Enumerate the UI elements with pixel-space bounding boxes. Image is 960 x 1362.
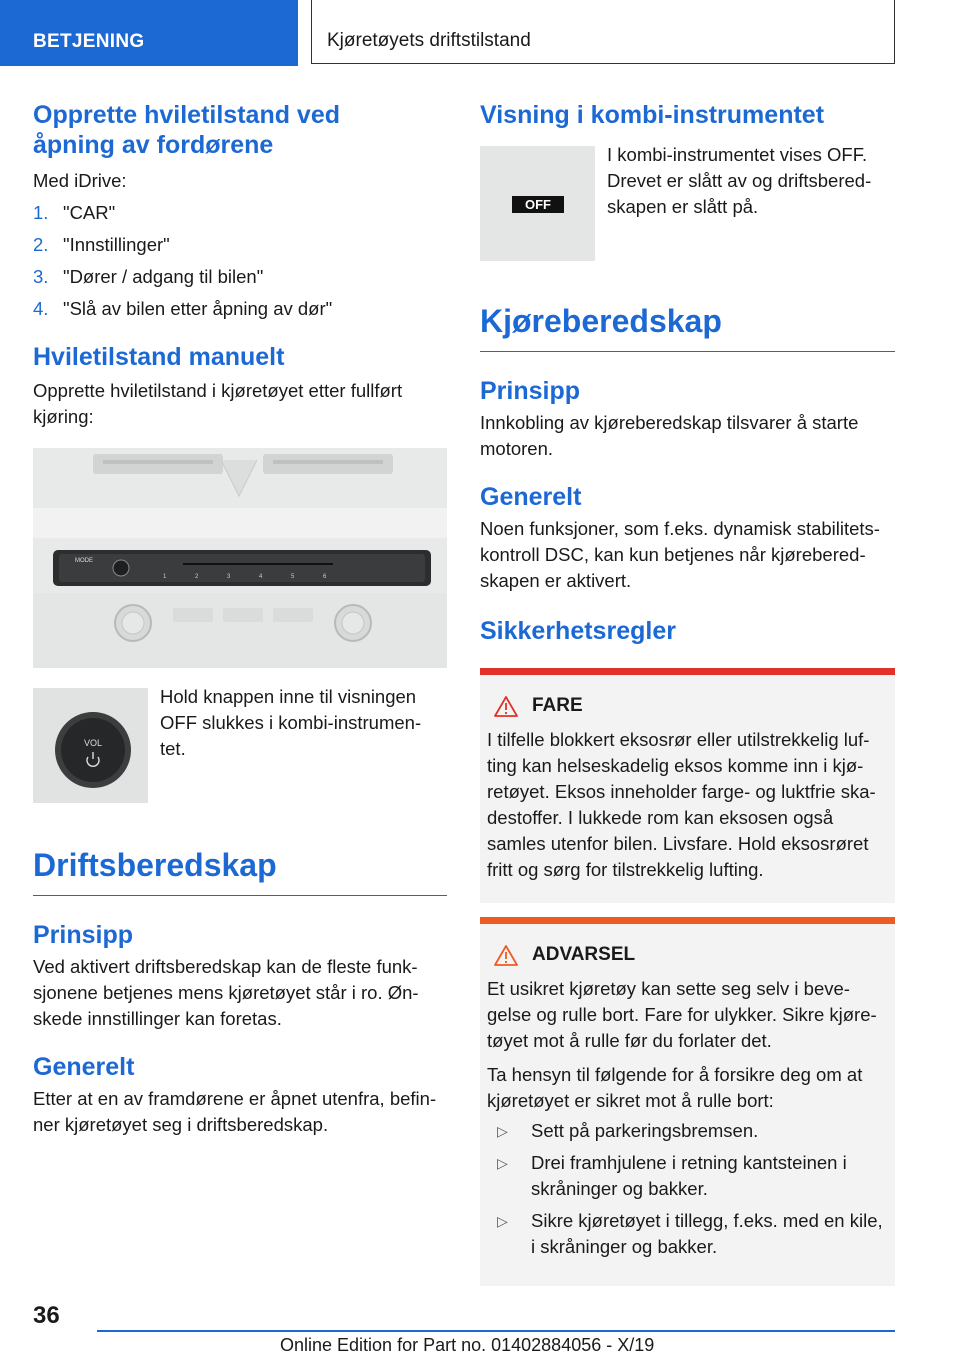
warning-title: [487, 942, 887, 968]
generelt-2-text: Noen funksjoner, som f.eks. dynamisk stabilitets-kontroll DSC, kan kun betjenes når kjørebered-skapen er aktivert.: [480, 518, 880, 591]
heading-hviletilstand-manuelt: Hviletilstand manuelt: [33, 343, 285, 371]
knob-row: [33, 688, 447, 803]
warning-triangle-icon: [494, 945, 518, 966]
warning-text-1: Et usikret kjøretøy kan sette seg selv i beve-gelse og rulle bort. Fare for ulykker. Sikre kjøre-tøyet mot å rulle før du forlater det.: [487, 978, 877, 1051]
list-item: ▷ Sett på parkeringsbremsen.: [487, 1118, 887, 1144]
heading-generelt: Generelt: [33, 1053, 135, 1081]
chapter-kjoreberedskap: Kjøreberedskap: [480, 301, 895, 352]
bullet-triangle-icon: ▷: [497, 1123, 508, 1139]
left-column: [33, 100, 447, 1138]
danger-title: [487, 693, 887, 719]
danger-label: FARE: [532, 695, 583, 716]
off-display-image: [480, 146, 595, 261]
vol-knob-image: [33, 688, 148, 803]
list-item: 1. "CAR": [33, 202, 116, 223]
generelt-text: Etter at en av framdørene er åpnet utenfra, befin-ner kjøretøyet seg i driftsberedskap.: [33, 1088, 437, 1135]
chapter-title: Kjøretøyets driftstilstand: [327, 30, 531, 51]
mode-label: MODE: [75, 558, 93, 564]
chapter-driftsberedskap: Driftsberedskap: [33, 845, 447, 896]
edition-text: Online Edition for Part no. 01402884056 - X/19: [280, 1335, 655, 1355]
heading-kombi-visning: Visning i kombi-instrumentet: [480, 101, 825, 129]
warning-list: [487, 1118, 887, 1260]
section-tab: [0, 0, 298, 66]
bullet-triangle-icon: ▷: [497, 1213, 508, 1229]
section-label: BETJENING: [33, 31, 145, 52]
list-item: 2. "Innstillinger": [33, 234, 170, 255]
knob-caption: Hold knappen inne til visningen OFF slukkes i kombi-instrumen-tet.: [160, 686, 422, 759]
preset-3: 3: [227, 574, 231, 580]
preset-6: 6: [323, 574, 327, 580]
intro-text: Med iDrive:: [33, 170, 127, 191]
danger-text: I tilfelle blokkert eksosrør eller utilstrekkelig luf-ting kan helseskadelig eksos komme inn i kjø-retøyet. Eksos inneholder farge- og luktfrie ska-destoffer. I lukkede rom kan eksosen også samles utenfor bilen. Livsfare. Hold eksosrøret fritt og sørg for tilstrekkelig lufting.: [487, 729, 876, 880]
preset-2: 2: [195, 574, 199, 580]
bullet-triangle-icon: ▷: [497, 1155, 508, 1171]
manuelt-text: Opprette hviletilstand i kjøretøyet etter fullført kjøring:: [33, 380, 403, 427]
heading-generelt-2: Generelt: [480, 483, 582, 511]
right-column: [480, 100, 895, 1286]
vol-knob-illustration: [33, 688, 148, 803]
heading-prinsipp: Prinsipp: [33, 921, 134, 949]
radio-console-illustration: [33, 448, 447, 668]
warning-label: ADVARSEL: [532, 944, 636, 965]
prinsipp-2-text: Innkobling av kjøreberedskap tilsvarer å starte motoren.: [480, 412, 859, 459]
off-indicator: OFF: [512, 196, 564, 213]
warning-triangle-icon: [494, 696, 518, 717]
heading-hviletilstand-fordorene: Opprette hviletilstand ved åpning av fordørene: [33, 101, 341, 159]
list-item: ▷ Sikre kjøretøyet i tillegg, f.eks. med en kile, i skråninger og bakker.: [487, 1208, 887, 1260]
list-item: ▷ Drei framhjulene i retning kantsteinen i skråninger og bakker.: [487, 1150, 887, 1202]
vol-label: VOL: [83, 738, 103, 748]
kombi-row: [480, 146, 895, 261]
preset-1: 1: [163, 574, 167, 580]
list-item: 4. "Slå av bilen etter åpning av dør": [33, 298, 333, 319]
heading-sikkerhetsregler: Sikkerhetsregler: [480, 617, 676, 645]
heading-prinsipp-2: Prinsipp: [480, 377, 581, 405]
danger-box: [480, 668, 895, 903]
warning-text-2: Ta hensyn til følgende for å forsikre deg om at kjøretøyet er sikret mot å rulle bort:: [487, 1064, 863, 1111]
idrive-steps: [33, 200, 447, 322]
page-number: 36: [33, 1302, 60, 1329]
list-item: 3. "Dører / adgang til bilen": [33, 266, 264, 287]
prinsipp-text: Ved aktivert driftsberedskap kan de fleste funk-sjonene betjenes mens kjøretøyet står i ro. Øn-skede innstillinger kan foretas.: [33, 956, 419, 1029]
kombi-text: I kombi-instrumentet vises OFF. Drevet er slått av og driftsbered-skapen er slått på.: [607, 144, 872, 217]
preset-5: 5: [291, 574, 295, 580]
warning-box: [480, 917, 895, 1286]
footer-divider: [97, 1330, 895, 1332]
preset-4: 4: [259, 574, 263, 580]
radio-console-image: [33, 448, 447, 668]
chapter-header: [311, 0, 895, 64]
